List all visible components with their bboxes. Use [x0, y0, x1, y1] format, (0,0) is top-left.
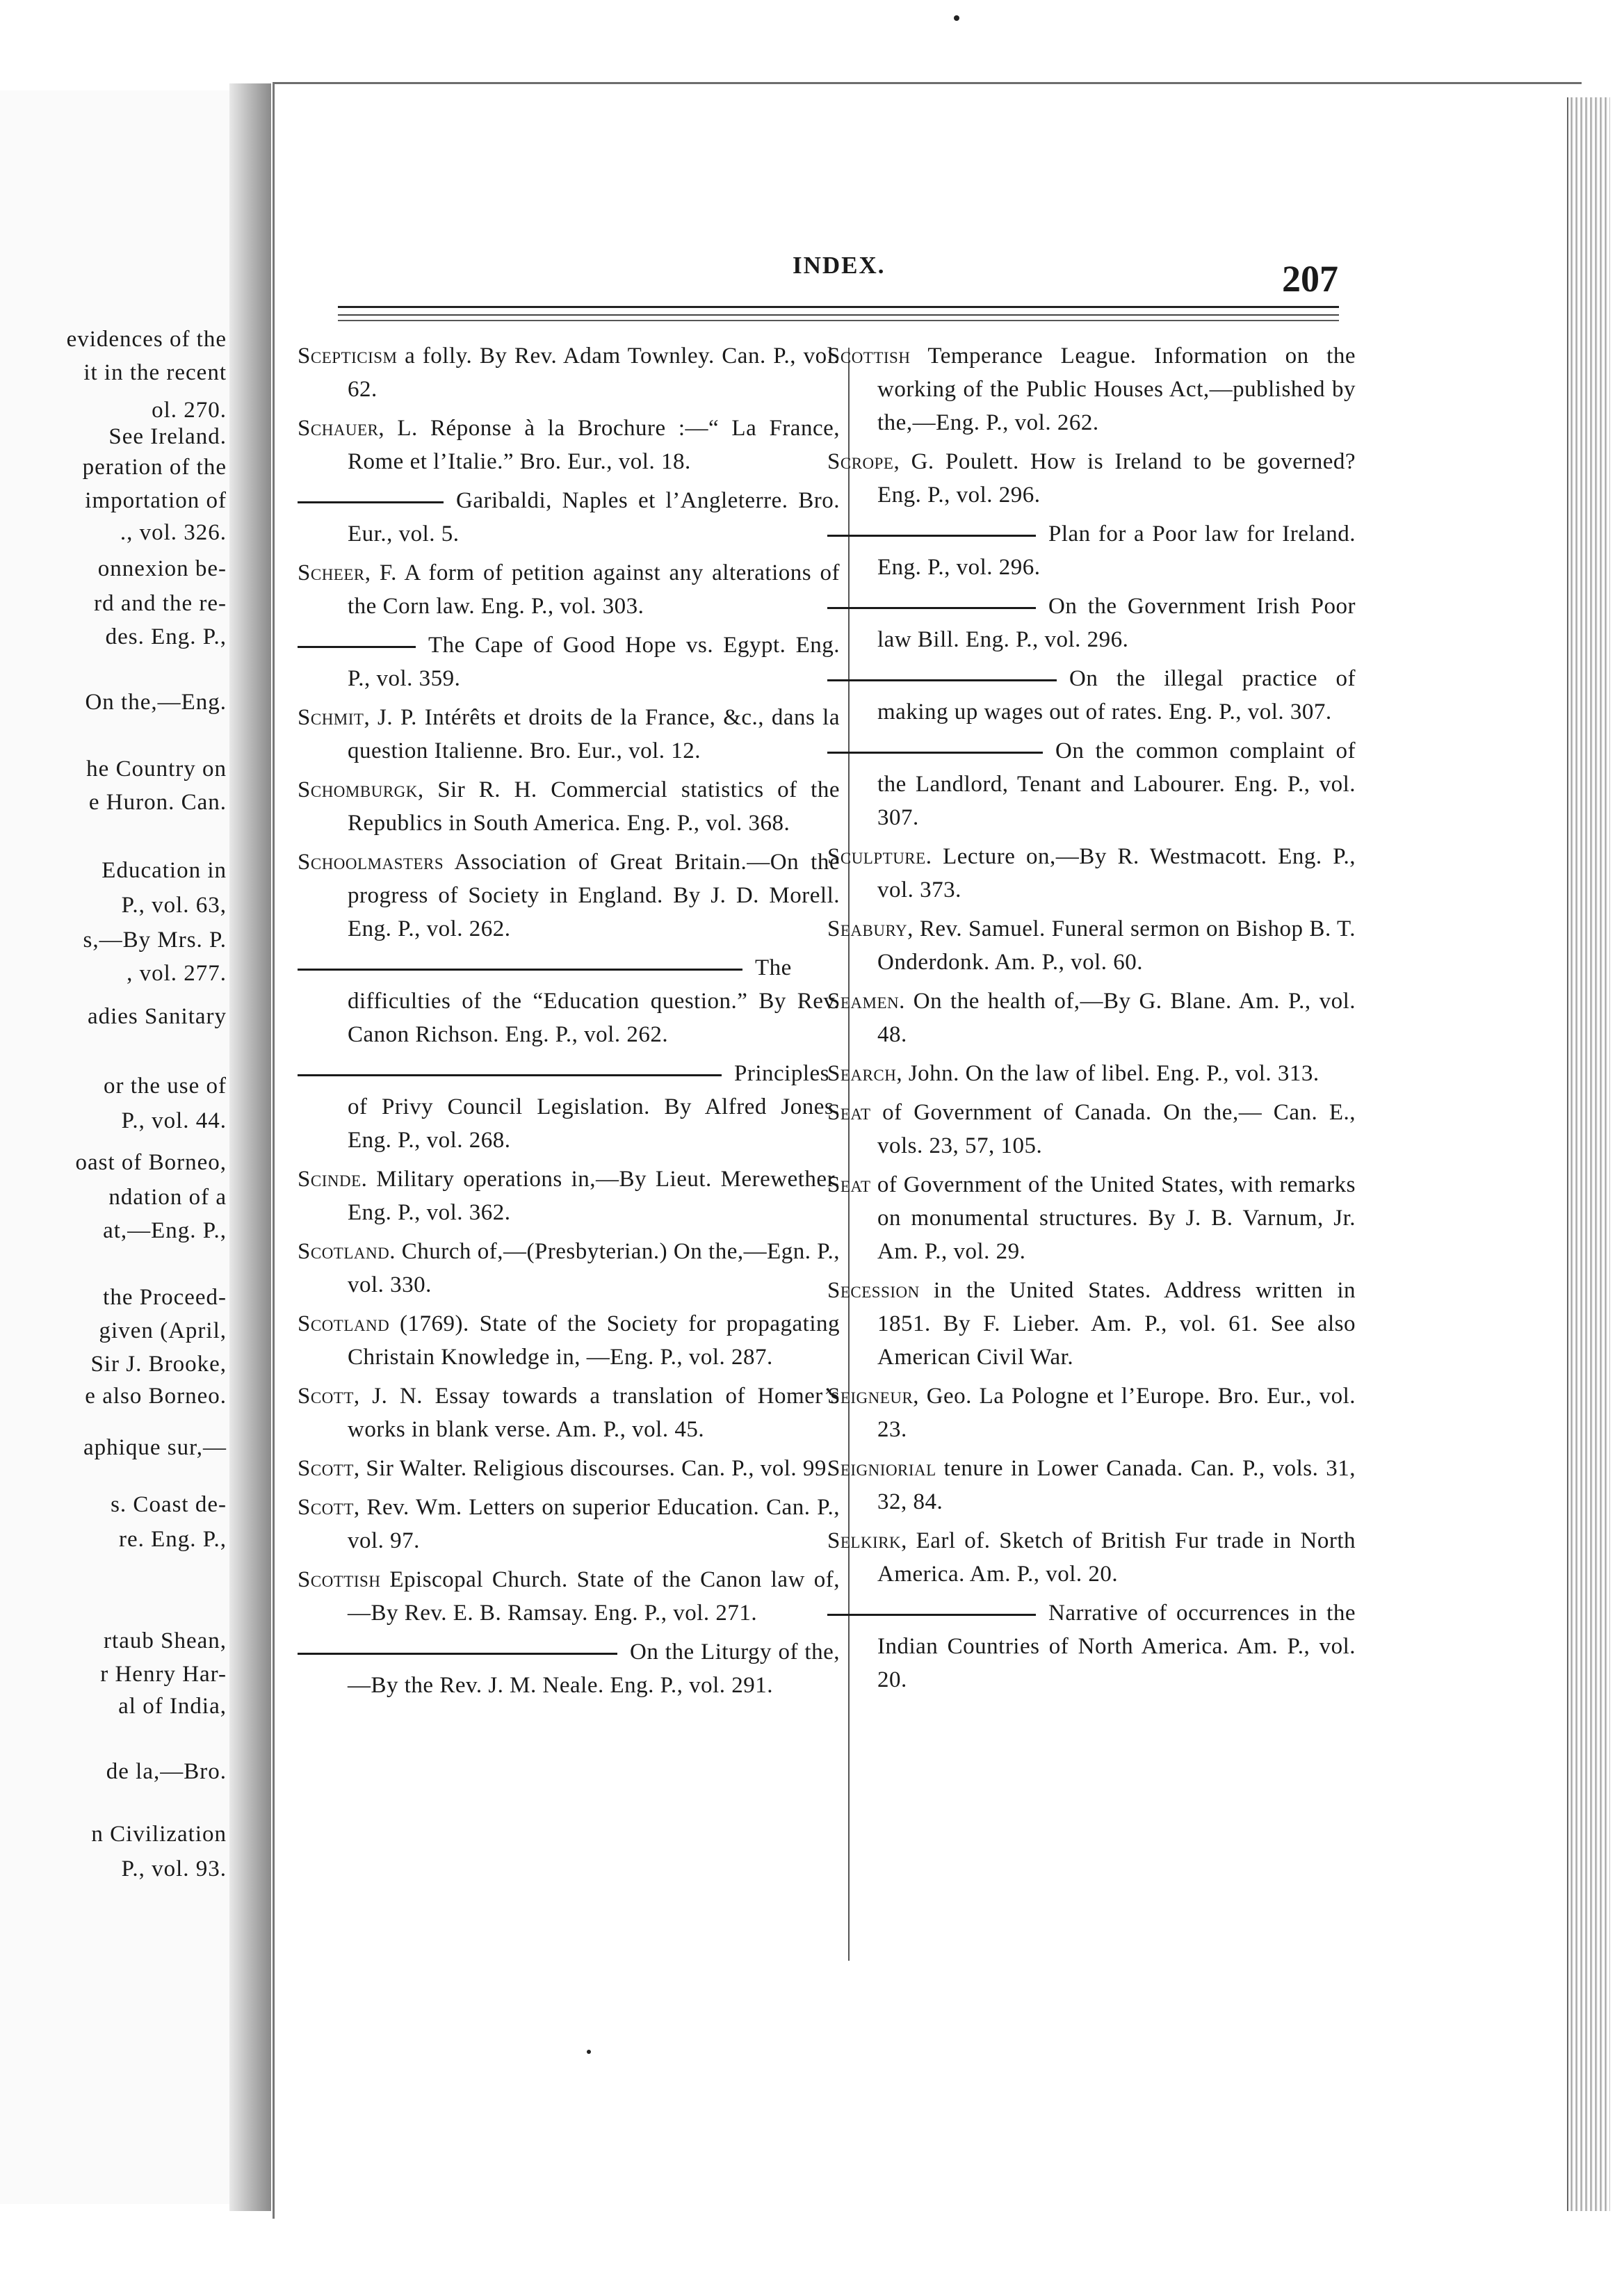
index-entry [827, 734, 1356, 834]
facing-page-line: s,—By Mrs. P. [83, 928, 227, 953]
facing-page-line: P., vol. 63, [121, 893, 227, 918]
facing-page-line: de la,—Bro. [106, 1759, 227, 1784]
facing-page-line: P., vol. 93. [121, 1856, 227, 1881]
index-entry [827, 840, 1356, 907]
facing-page-line: oast of Borneo, [75, 1150, 227, 1175]
entry-heading: Schmit [298, 705, 364, 730]
entry-text: , Rev. Samuel. Funeral sermon on Bishop B. T. Onderdonk. Am. P., vol. 60. [877, 916, 1356, 975]
facing-page-line: the Proceed- [103, 1285, 227, 1310]
facing-page-line: given (April, [99, 1318, 227, 1343]
ditto-rule [298, 646, 416, 648]
entry-text: , J. P. Intérêts et droits de la France, &c., dans la question Italienne. Bro. Eur., vol. 12. [348, 705, 840, 763]
index-entry [827, 1096, 1356, 1163]
facing-page-line: See Ireland. [108, 424, 227, 449]
entry-text: of Government of Canada. On the,— Can. E., vols. 23, 57, 105. [870, 1100, 1356, 1158]
facing-page-line: Education in [102, 858, 227, 883]
facing-page-line: Sir J. Brooke, [90, 1352, 227, 1377]
entry-heading: Seamen [827, 989, 900, 1014]
entry-heading: Scottish [298, 1567, 381, 1592]
print-speck [954, 15, 959, 21]
entry-text: Garibaldi, Naples et l’Angleterre. Bro. Eur., vol. 5. [348, 488, 840, 547]
index-entry [298, 1635, 840, 1702]
entry-text: Temperance League. Information on the working of the Public Houses Act,—published by the,—Eng. P., vol. 262. [877, 343, 1356, 435]
facing-page-line: al of India, [118, 1694, 227, 1719]
entry-heading: Scotland [298, 1311, 390, 1336]
entry-text: Principles of Privy Council Legislation. By Alfred Jones. Eng. P., vol. 268. [348, 1061, 840, 1153]
header-rule-third [338, 320, 1339, 321]
index-entry [827, 662, 1356, 729]
index-entry [298, 701, 840, 768]
index-entry [827, 1274, 1356, 1374]
entry-text: . Military operations in,—By Lieut. Merewether. Eng. P., vol. 362. [348, 1167, 840, 1225]
entry-text: , Geo. La Pologne et l’Europe. Bro. Eur., vol. 23. [877, 1384, 1356, 1442]
entry-heading: Scott [298, 1495, 354, 1520]
entry-text: Narrative of occurrences in the Indian Countries of North America. Am. P., vol. 20. [877, 1601, 1356, 1692]
facing-page-line: s. Coast de- [111, 1492, 227, 1517]
ditto-rule [827, 607, 1036, 609]
facing-page-line: it in the recent [83, 360, 227, 385]
entry-text: , F. A form of petition against any alterations of the Corn law. Eng. P., vol. 303. [348, 560, 840, 619]
entry-text: of Government of the United States, with remarks on monumental structures. By J. B. Varnum, Jr. Am. P., vol. 29. [870, 1172, 1356, 1264]
entry-heading: Seabury [827, 916, 908, 941]
index-entry [827, 445, 1356, 512]
entry-text: Episcopal Church. State of the Canon law of,—By Rev. E. B. Ramsay. Eng. P., vol. 271. [348, 1567, 840, 1626]
ditto-rule [298, 969, 742, 971]
index-entry [298, 412, 840, 478]
entry-text: , John. On the law of libel. Eng. P., vol. 313. [896, 1061, 1320, 1086]
entry-text: , J. N. Essay towards a translation of Homer’s works in blank verse. Am. P., vol. 45. [348, 1384, 840, 1442]
index-entry [827, 1596, 1356, 1697]
index-entry [827, 1452, 1356, 1519]
ditto-rule [298, 501, 444, 503]
facing-page-line: n Civilization [91, 1822, 227, 1847]
index-entry [298, 556, 840, 623]
entry-text: On the illegal practice of making up wages out of rates. Eng. P., vol. 307. [877, 666, 1356, 724]
index-entry [298, 773, 840, 840]
page-edges [1567, 97, 1610, 2211]
entry-heading: Scottish [827, 343, 911, 369]
entry-heading: Scheer [298, 560, 365, 585]
facing-page-line: or the use of [103, 1074, 227, 1099]
book-gutter [229, 83, 271, 2211]
index-entry [827, 1057, 1356, 1090]
page-number: 207 [1282, 258, 1338, 300]
ditto-rule [827, 535, 1036, 537]
entry-text: On the Liturgy of the,—By the Rev. J. M. Neale. Eng. P., vol. 291. [348, 1640, 840, 1698]
index-entry [827, 912, 1356, 979]
entry-heading: Secession [827, 1278, 920, 1303]
entry-heading: Seigniorial [827, 1456, 936, 1481]
entry-heading: Sculpture [827, 844, 926, 869]
entry-heading: Scott [298, 1384, 354, 1409]
entry-heading: Scinde [298, 1167, 362, 1192]
entry-text: tenure in Lower Canada. Can. P., vols. 31, 32, 84. [877, 1456, 1356, 1514]
entry-text: On the common complaint of the Landlord, Tenant and Labourer. Eng. P., vol. 307. [877, 738, 1356, 830]
index-entry [298, 1307, 840, 1374]
entry-text: , L. Réponse à la Brochure :—“ La France, Rome et l’Italie.” Bro. Eur., vol. 18. [348, 416, 840, 474]
entry-text: , Rev. Wm. Letters on superior Education. Can. P., vol. 97. [348, 1495, 840, 1553]
facing-page-line: adies Sanitary [87, 1004, 227, 1029]
entry-heading: Schomburgk [298, 777, 418, 802]
index-column-left [298, 339, 840, 1708]
page-header-title: INDEX. [793, 252, 886, 279]
entry-heading: Scepticism [298, 343, 398, 369]
facing-page-line: e Huron. Can. [88, 790, 227, 815]
index-entry [827, 1524, 1356, 1591]
facing-page-line: ., vol. 326. [120, 520, 227, 545]
index-entry [298, 339, 840, 406]
ditto-rule [298, 1074, 722, 1076]
print-speck [587, 2050, 591, 2054]
facing-page-line: , vol. 277. [127, 961, 227, 986]
index-column-right [827, 339, 1356, 1702]
header-rule [338, 306, 1339, 308]
index-entry [298, 1379, 840, 1446]
index-entry [298, 1563, 840, 1630]
entry-heading: Scott [298, 1456, 354, 1481]
index-entry [827, 985, 1356, 1051]
entry-heading: Schauer [298, 416, 379, 441]
facing-page-line: rtaub Shean, [104, 1628, 227, 1653]
index-entry [298, 845, 840, 946]
entry-text: , Sir Walter. Religious discourses. Can. P., vol. 99. [353, 1456, 833, 1481]
facing-page-line: at,—Eng. P., [103, 1218, 227, 1243]
facing-page-line: rd and the re- [94, 591, 227, 616]
index-entry [298, 629, 840, 695]
facing-page-line: On the,—Eng. [85, 690, 227, 715]
entry-text: Association of Great Britain.—On the progress of Society in England. By J. D. Morell. Eng. P., vol. 262. [348, 850, 840, 941]
index-entry [827, 339, 1356, 439]
entry-heading: Search [827, 1061, 897, 1086]
index-entry [298, 1235, 840, 1302]
entry-text: . Church of,—(Presbyterian.) On the,—Egn. P., vol. 330. [348, 1239, 840, 1297]
entry-text: , G. Poulett. How is Ireland to be governed? Eng. P., vol. 296. [877, 449, 1356, 508]
entry-heading: Selkirk [827, 1528, 902, 1553]
entry-text: The difficulties of the “Education question.” By Rev. Canon Richson. Eng. P., vol. 262. [348, 955, 840, 1047]
entry-heading: Seigneur [827, 1384, 914, 1409]
facing-page-line: des. Eng. P., [105, 624, 227, 649]
facing-page-fragment [0, 90, 236, 2204]
entry-text: On the Government Irish Poor law Bill. Eng. P., vol. 296. [877, 594, 1356, 652]
index-entry [298, 484, 840, 551]
entry-text: The Cape of Good Hope vs. Egypt. Eng. P., vol. 359. [348, 633, 840, 691]
facing-page-line: P., vol. 44. [121, 1108, 227, 1133]
ditto-rule [827, 752, 1043, 754]
index-entry [827, 1168, 1356, 1268]
facing-page-line: re. Eng. P., [119, 1527, 227, 1552]
index-entry [298, 1491, 840, 1557]
entry-heading: Schoolmasters [298, 850, 444, 875]
entry-text: in the United States. Address written in 1851. By F. Lieber. Am. P., vol. 61. See also American Civil War. [877, 1278, 1356, 1370]
index-entry [298, 951, 840, 1051]
facing-page-line: ndation of a [108, 1185, 227, 1210]
facing-page-line: aphique sur,— [83, 1435, 227, 1460]
index-entry [298, 1057, 840, 1157]
entry-text: , Sir R. H. Commercial statistics of the Republics in South America. Eng. P., vol. 368. [348, 777, 840, 836]
ditto-rule [827, 679, 1057, 681]
entry-text: Plan for a Poor law for Ireland. Eng. P., vol. 296. [877, 521, 1356, 580]
facing-page-line: onnexion be- [97, 556, 227, 581]
facing-page-line: peration of the [82, 455, 227, 480]
facing-page-line: r Henry Har- [100, 1662, 227, 1687]
ditto-rule [827, 1614, 1036, 1616]
index-entry [827, 590, 1356, 656]
facing-page-line: ol. 270. [152, 398, 227, 423]
entry-heading: Seat [827, 1100, 871, 1125]
entry-heading: Seat [827, 1172, 871, 1197]
entry-heading: Scotland [298, 1239, 390, 1264]
entry-text: . Lecture on,—By R. Westmacott. Eng. P., vol. 373. [877, 844, 1356, 902]
index-entry [827, 517, 1356, 584]
index-entry [827, 1379, 1356, 1446]
header-rule-second [338, 314, 1339, 316]
entry-text: . On the health of,—By G. Blane. Am. P., vol. 48. [877, 989, 1356, 1047]
entry-heading: Scrope [827, 449, 894, 474]
entry-text: , Earl of. Sketch of British Fur trade in North America. Am. P., vol. 20. [877, 1528, 1356, 1587]
ditto-rule [298, 1653, 617, 1655]
facing-page-line: e also Borneo. [85, 1384, 227, 1409]
facing-page-line: he Country on [86, 756, 227, 782]
entry-text: a folly. By Rev. Adam Townley. Can. P., vol. 62. [348, 343, 840, 402]
index-entry [298, 1163, 840, 1229]
facing-page-line: evidences of the [66, 327, 227, 352]
facing-page-line: importation of [85, 488, 227, 513]
index-entry [298, 1452, 840, 1485]
entry-text: (1769). State of the Society for propagating Christain Knowledge in, —Eng. P., vol. 287. [348, 1311, 840, 1370]
